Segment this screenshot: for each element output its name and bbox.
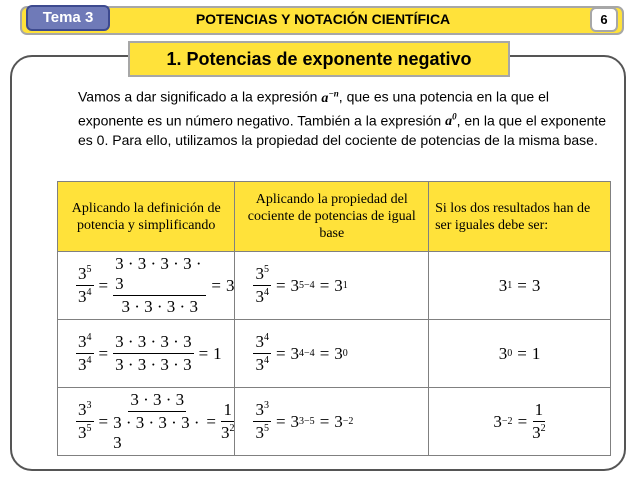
base: 3 <box>78 332 87 351</box>
base: 3 <box>220 423 230 442</box>
para-text-3: , en la que el exponente es 0. Para ello, utilizamos la propiedad del cociente de potencias de la misma base. <box>78 112 607 149</box>
expr-a-neg-base: a <box>321 90 329 106</box>
header-title: POTENCIAS Y NOTACIÓN CIENTÍFICA <box>195 11 451 27</box>
equals-sign: = <box>206 411 216 431</box>
base: 3 <box>255 332 264 351</box>
equals-sign: = <box>319 343 330 363</box>
exponent: 5 <box>263 423 269 434</box>
expr-a-zero-exp: 0 <box>452 111 457 122</box>
base: 3 <box>78 423 87 442</box>
expr-a-zero-base: a <box>445 114 453 130</box>
base: 3 <box>78 264 87 283</box>
equals-sign: = <box>517 343 527 363</box>
equals-sign: = <box>275 275 286 295</box>
exponent: 5 <box>263 264 269 275</box>
base: 3 <box>255 355 264 374</box>
base: 3 <box>78 355 87 374</box>
header-property: Aplicando la propiedad del cociente de potencias de igual base <box>235 182 429 252</box>
section-title: 1. Potencias de exponente negativo <box>128 41 510 77</box>
result-value: 3 <box>225 275 235 295</box>
table-header-row <box>58 182 611 252</box>
equals-sign: = <box>211 275 221 295</box>
equals-sign: = <box>517 275 527 295</box>
equals-sign: = <box>319 411 330 431</box>
exponent: 5 <box>86 264 92 275</box>
fraction <box>253 332 271 375</box>
result-value: 1 <box>213 343 222 363</box>
base: 3 <box>334 343 343 363</box>
result-value: 1 <box>531 343 541 363</box>
base: 3 <box>290 275 300 295</box>
cell-property <box>235 388 429 456</box>
equals-sign: = <box>198 343 209 363</box>
page-number: 6 <box>590 7 618 32</box>
fraction <box>253 400 271 443</box>
exponent: 4 <box>263 287 269 298</box>
exponent: 0 <box>507 348 513 359</box>
header-definition: Aplicando la definición de potencia y simplificando <box>58 182 235 252</box>
equals-sign: = <box>98 275 109 295</box>
expanded-numerator: 3 · 3 · 3 <box>128 390 186 412</box>
result-value: 3 <box>531 275 541 295</box>
base: 3 <box>498 343 508 363</box>
expanded-fraction <box>113 254 206 317</box>
result-fraction <box>221 400 235 443</box>
expanded-fraction <box>113 332 193 375</box>
base: 3 <box>78 287 87 306</box>
exponent: 1 <box>342 280 348 291</box>
expanded-numerator: 3 · 3 · 3 · 3 · 3 <box>113 254 206 296</box>
expanded-denominator: 3 · 3 · 3 · 3 · 3 <box>113 413 200 452</box>
base: 3 <box>532 423 541 442</box>
fraction <box>253 264 271 307</box>
expr-a-zero <box>445 111 457 130</box>
equals-sign: = <box>517 411 528 431</box>
equals-sign: = <box>319 275 330 295</box>
header-result: Si los dos resultados han de ser iguales debe ser: <box>429 182 611 252</box>
equals-sign: = <box>275 343 286 363</box>
exponent: 0 <box>342 348 348 359</box>
cell-definition <box>58 388 235 456</box>
base: 3 <box>78 400 87 419</box>
cell-result <box>429 388 611 456</box>
numerator: 1 <box>221 400 234 422</box>
base: 3 <box>255 400 264 419</box>
expr-a-neg <box>321 88 339 106</box>
exponent: 2 <box>229 423 235 434</box>
table-row <box>58 388 611 456</box>
tema-badge: Tema 3 <box>26 5 110 31</box>
expanded-denominator: 3 · 3 · 3 · 3 <box>121 297 198 316</box>
base: 3 <box>255 287 264 306</box>
exponent: 5 <box>86 423 92 434</box>
exponent: −2 <box>342 416 354 427</box>
cell-property <box>235 252 429 320</box>
base: 3 <box>493 411 502 431</box>
exponent: 2 <box>540 423 546 434</box>
base: 3 <box>334 275 343 295</box>
exponent: −2 <box>501 416 513 427</box>
cell-property <box>235 320 429 388</box>
exponent: 4 <box>86 332 92 343</box>
intro-paragraph <box>78 84 608 150</box>
equals-sign: = <box>275 411 286 431</box>
cell-definition <box>58 252 235 320</box>
exponent: 4 <box>86 287 92 298</box>
base: 3 <box>255 423 264 442</box>
fraction <box>76 400 94 443</box>
para-text-1: Vamos a dar significado a la expresión <box>78 88 322 105</box>
para-text-2: , que es una potencia en la que el exponente es un número negativo. También a la expresión <box>78 88 549 129</box>
fraction <box>76 332 94 375</box>
exponent: 3 <box>263 400 269 411</box>
exponent: 3 <box>86 400 92 411</box>
table-row <box>58 252 611 320</box>
table-row <box>58 320 611 388</box>
expanded-denominator: 3 · 3 · 3 · 3 <box>115 355 192 374</box>
base: 3 <box>334 411 343 431</box>
powers-table <box>57 181 611 456</box>
exponent: 4 <box>263 332 269 343</box>
exponent: 4 <box>86 355 92 366</box>
expanded-numerator: 3 · 3 · 3 · 3 <box>113 332 193 354</box>
equals-sign: = <box>98 343 109 363</box>
cell-result <box>429 252 611 320</box>
exponent-difference: 5−4 <box>299 280 315 291</box>
cell-definition <box>58 320 235 388</box>
exponent: 1 <box>507 280 513 291</box>
exponent-difference: 4−4 <box>299 348 315 359</box>
base: 3 <box>498 275 508 295</box>
base: 3 <box>290 343 300 363</box>
result-fraction <box>532 400 546 443</box>
numerator: 1 <box>533 400 546 422</box>
fraction <box>76 264 94 307</box>
expr-a-neg-exp: −n <box>328 88 339 98</box>
base: 3 <box>255 264 264 283</box>
expanded-fraction <box>113 390 201 453</box>
exponent: 4 <box>263 355 269 366</box>
cell-result <box>429 320 611 388</box>
equals-sign: = <box>98 411 109 431</box>
exponent-difference: 3−5 <box>299 416 315 427</box>
base: 3 <box>290 411 300 431</box>
